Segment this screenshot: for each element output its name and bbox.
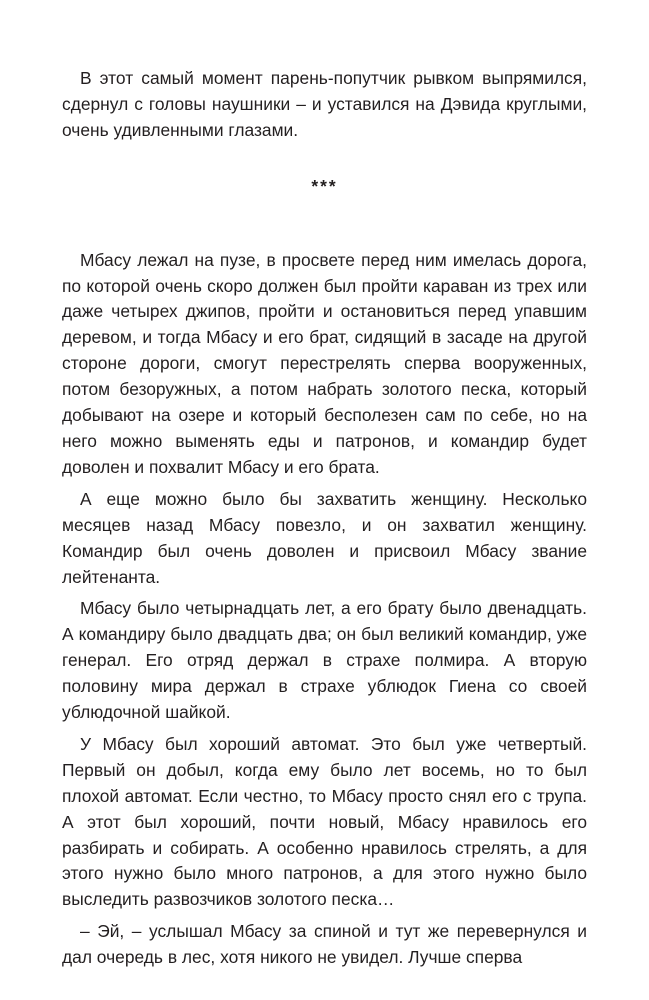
paragraph: А еще можно было бы захватить женщину. Несколько месяцев назад Мбасу повезло, и он захватил женщину. Командир был очень доволен и присвоил Мбасу звание лейтенанта. <box>62 488 587 587</box>
paragraph: В этот самый момент парень-попутчик рывком выпрямился, сдернул с головы наушники – и уставился на Дэвида круглыми, очень удивленными глазами. <box>62 68 587 140</box>
book-page <box>62 66 587 971</box>
paragraph: – Эй, – услышал Мбасу за спиной и тут же перевернулся и дал очередь в лес, хотя никого не увидел. Лучше сперва <box>62 921 587 968</box>
paragraph: Мбасу лежал на пузе, в просвете перед ним имелась дорога, по которой очень скоро должен был пройти караван из трех или даже четырех джипов, пройти и остановиться перед упавшим деревом, и тогда Мбасу и его брат, сидящий в засаде на другой стороне дороги, смогут перестрелять сперва вооруженных, потом безоружных, а потом набрать золотого песка, который добывают на озере и который бесполезен сам по себе, но на него можно выменять еды и патронов, и командир будет доволен и похвалит Мбасу и его брата. <box>62 249 587 477</box>
paragraph: Мбасу было четырнадцать лет, а его брату было двенадцать. А командиру было двадцать два; он был великий командир, уже генерал. Его отряд держал в страхе полмира. А вторую половину мира держал в страхе ублюдок Гиена со своей ублюдочной шайкой. <box>62 598 587 723</box>
section-separator: *** <box>311 175 338 196</box>
paragraph: У Мбасу был хороший автомат. Это был уже четвертый. Первый он добыл, когда ему было лет восемь, но то был плохой автомат. Если честно, то Мбасу просто снял его с трупа. А этот был хороший, почти новый, Мбасу нравилось его разбирать и собирать. А особенно нравилось стрелять, а для этого нужно было много патронов, а для этого нужно было выследить развозчиков золотого песка… <box>62 733 587 910</box>
